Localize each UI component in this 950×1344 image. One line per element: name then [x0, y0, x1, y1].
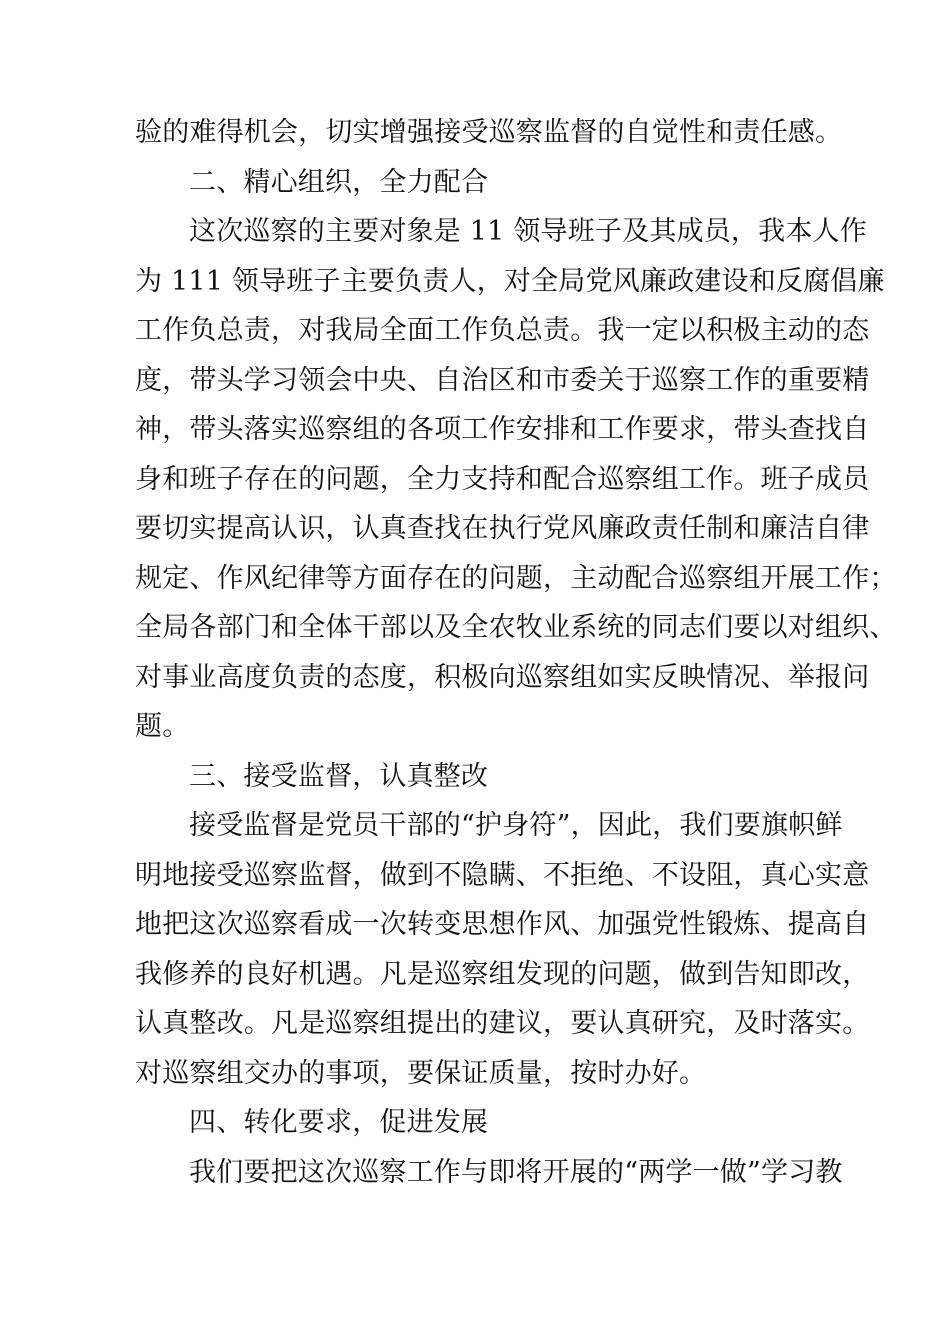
section-heading: 四、转化要求，促进发展	[189, 1107, 489, 1138]
paragraph-line: 验的难得机会，切实增强接受巡察监督的自觉性和责任感。	[135, 117, 843, 148]
paragraph-line: 接受监督是党员干部的“护身符”，因此，我们要旗帜鲜	[189, 810, 843, 841]
paragraph-line: 对巡察组交办的事项，要保证质量，按时办好。	[135, 1057, 707, 1089]
paragraph-line: 为 111 领导班子主要负责人，对全局党风廉政建设和反腐倡廉	[135, 265, 885, 297]
paragraph-line: 题。	[135, 711, 190, 742]
paragraph-line: 地把这次巡察看成一次转变思想作风、加强党性锻炼、提高自	[135, 909, 870, 940]
paragraph-line: 度，带头学习领会中央、自治区和市委关于巡察工作的重要精	[135, 364, 870, 396]
paragraph-line: 对事业高度负责的态度，积极向巡察组如实反映情况、举报问	[135, 661, 870, 693]
paragraph-line: 我们要把这次巡察工作与即将开展的“两学一做”学习教	[189, 1156, 843, 1188]
section-heading: 二、精心组织，全力配合	[189, 166, 489, 198]
paragraph-line: 身和班子存在的问题，全力支持和配合巡察组工作。班子成员	[135, 463, 870, 495]
paragraph-line: 认真整改。凡是巡察组提出的建议，要认真研究，及时落实。	[135, 1008, 870, 1039]
section-heading: 三、接受监督，认真整改	[189, 760, 489, 792]
paragraph-line: 这次巡察的主要对象是 11 领导班子及其成员，我本人作	[189, 216, 867, 247]
paragraph-line: 工作负总责，对我局全面工作负总责。我一定以积极主动的态	[135, 315, 870, 346]
paragraph-line: 神，带头落实巡察组的各项工作安排和工作要求，带头查找自	[135, 414, 870, 445]
document-text	[135, 108, 897, 1197]
paragraph-line: 明地接受巡察监督，做到不隐瞒、不拒绝、不设阻，真心实意	[135, 859, 870, 891]
paragraph-line: 要切实提高认识，认真查找在执行党风廉政责任制和廉洁自律	[135, 513, 870, 544]
paragraph-line: 规定、作风纪律等方面存在的问题，主动配合巡察组开展工作；	[135, 562, 897, 594]
paragraph-line: 全局各部门和全体干部以及全农牧业系统的同志们要以对组织、	[135, 612, 897, 643]
paragraph-line: 我修养的良好机遇。凡是巡察组发现的问题，做到告知即改，	[135, 958, 870, 990]
